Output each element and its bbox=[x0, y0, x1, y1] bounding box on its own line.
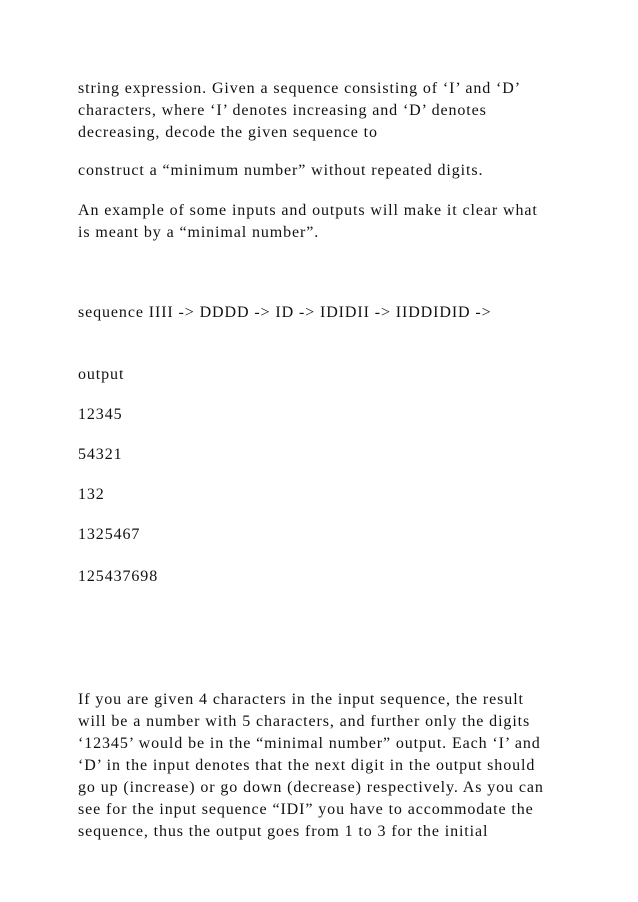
sequence-line bbox=[78, 302, 568, 324]
text-line: decreasing, decode the given sequence to bbox=[78, 124, 378, 141]
text-line: output bbox=[78, 366, 125, 383]
text-line: If you are given 4 characters in the input sequence, the result bbox=[78, 691, 524, 708]
text-line: string expression. Given a sequence consisting of ‘I’ and ‘D’ bbox=[78, 80, 521, 97]
intro-paragraph bbox=[78, 78, 568, 144]
text-line: ‘D’ in the input denotes that the next digit in the output should bbox=[78, 757, 536, 774]
text-line: 1325467 bbox=[78, 526, 141, 543]
text-line: 12345 bbox=[78, 406, 123, 423]
text-line: ‘12345’ would be in the “minimal number” output. Each ‘I’ and bbox=[78, 735, 541, 752]
text-line: characters, where ‘I’ denotes increasing and ‘D’ denotes bbox=[78, 102, 487, 119]
output-value bbox=[78, 484, 568, 506]
text-line: sequence, thus the output goes from 1 to 3 for the initial bbox=[78, 823, 489, 840]
text-line: is meant by a “minimal number”. bbox=[78, 224, 320, 241]
output-value bbox=[78, 404, 568, 426]
explanation-paragraph bbox=[78, 689, 568, 843]
output-value bbox=[78, 524, 568, 546]
output-value bbox=[78, 566, 568, 588]
text-line: 132 bbox=[78, 486, 105, 503]
text-line: 54321 bbox=[78, 446, 123, 463]
text-line: 125437698 bbox=[78, 568, 159, 585]
output-value bbox=[78, 444, 568, 466]
minimum-number-paragraph bbox=[78, 160, 568, 182]
text-line: An example of some inputs and outputs will make it clear what bbox=[78, 202, 538, 219]
example-paragraph bbox=[78, 200, 568, 244]
text-line: will be a number with 5 characters, and further only the digits bbox=[78, 713, 531, 730]
text-line: see for the input sequence “IDI” you have to accommodate the bbox=[78, 801, 534, 818]
output-label bbox=[78, 364, 568, 386]
text-line: construct a “minimum number” without repeated digits. bbox=[78, 162, 484, 179]
text-line: go up (increase) or go down (decrease) respectively. As you can bbox=[78, 779, 544, 796]
text-line: sequence IIII -> DDDD -> ID -> IDIDII -> IIDDIDID -> bbox=[78, 304, 492, 321]
